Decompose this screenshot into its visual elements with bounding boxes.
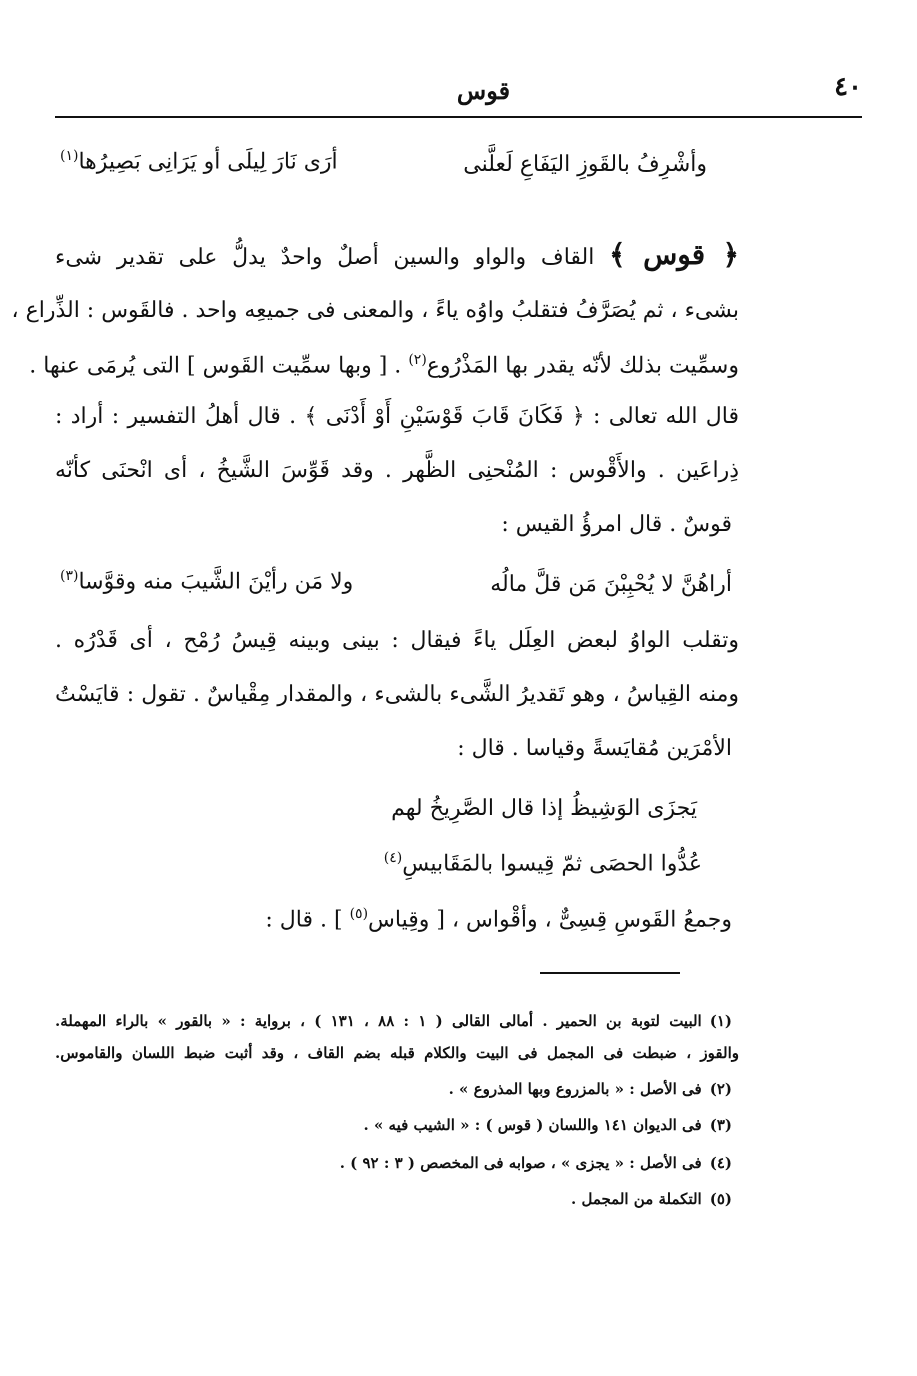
running-title: قوس <box>456 76 511 105</box>
entry-line-3: وسمِّيت بذلك لأنّه يقدر بها المَذْرُوع$^{(٢)}$ . [ وبها سمِّيت القَوس ] التى يُرمَى عنها . <box>29 352 739 379</box>
para3-line: وجمعُ القَوسِ قِسِىٌّ ، وأقْواس ، [ وقِياس$^{(٥)}$ ] . قال : <box>265 906 732 933</box>
entry-line-2: بشىء ، ثم يُصَرَّفُ فتقلبُ واوُه ياءً ، والمعنى فى جميعِه واحد . فالقَوس : الذِّراع ، <box>11 298 739 323</box>
entry-line-5: ذِراعَين . والأَقْوس : المُنْحنِى الظَّهر . وقد قَوِّسَ الشَّيخُ ، أى انْحنَى كأنّه <box>55 458 739 483</box>
footnote-ref-4: (٤) <box>383 850 403 866</box>
footnote-3: (٣)فى الديوان ١٤١ واللسان ( قوس ) : « الشيب فيه » . <box>363 1116 732 1134</box>
verse2-right-hemistich: أراهُنَّ لا يُحْبِبْنَ مَن قلَّ مالُه <box>490 572 732 597</box>
entry-headword: ﴿ قوس ﴾ <box>609 238 740 271</box>
para2-line-2: ومنه القِياسُ ، وهو تَقديرُ الشَّىء بالشىء ، والمقدار مِقْياسٌ . تقول : قايَسْتُ <box>55 682 739 707</box>
verse3-line-2: عُدُّوا الحصَى ثمّ قِيسوا بالمَقَابيسِ$^{(٤)}$ <box>383 850 702 877</box>
para2-line-3: الأمْرَين مُقايَسةً وقياسا . قال : <box>457 736 732 761</box>
page-header <box>55 72 862 112</box>
header-divider <box>55 116 862 118</box>
verse1-right-hemistich: وأشْرِفُ بالقَوزِ اليَفَاعِ لَعلَّنى <box>463 152 707 177</box>
entry-line-6: قوسٌ . قال امرؤُ القيس : <box>501 512 732 537</box>
footnote-ref-3: (٣) <box>60 568 79 584</box>
footnote-1: (١)البيت لتوبة بن الحمير . أمالى القالى ( ١ : ٨٨ ، ١٣١ ) ، برواية : « بالقور » بالراء المهملة. <box>55 1012 732 1030</box>
footnote-ref-1: (١) <box>60 148 79 164</box>
footnote-1-continued: والقوز ، ضبطت فى المجمل فى البيت والكلام قبله بضم القاف ، وقد أثبت ضبط اللسان والقاموس. <box>55 1044 739 1062</box>
verse1-left-hemistich: أرَى نَارَ لِيلَى أو يَرَانِى بَصِيرُها$^{(١)}$ <box>60 148 338 175</box>
page-number: ٤٠ <box>834 72 862 102</box>
entry-line-4: قال الله تعالى : ﴿ فَكَانَ قَابَ قَوْسَيْنِ أَوْ أَدْنَى ﴾ . قال أهلُ التفسير : أراد : <box>55 404 739 429</box>
verse2-left-hemistich: ولا مَن رأيْنَ الشَّيبَ منه وقوَّسا$^{(٣)}$ <box>60 568 354 595</box>
entry-line-1: ﴿ قوس ﴾ القاف والواو والسين أصلٌ واحدٌ يدلُّ على تقدير شىء <box>55 238 740 271</box>
verse3-line-1: يَجزَى الوَشِيظُ إذا قال الصَّرِيخُ لهم <box>391 796 697 821</box>
footnote-divider <box>540 972 680 974</box>
footnote-ref-2: (٢) <box>408 352 427 368</box>
footnote-ref-5: (٥) <box>349 906 369 922</box>
footnote-2: (٢)فى الأصل : « بالمزروع وبها المذروع » . <box>448 1080 732 1098</box>
footnote-4: (٤)فى الأصل : « يجزى » ، صوابه فى المخصص ( ٣ : ٩٢ ) . <box>339 1154 732 1172</box>
footnote-5: (٥)التكملة من المجمل . <box>571 1190 732 1208</box>
para2-line-1: وتقلب الواوُ لبعض العِلَل ياءً فيقال : بينى وبينه قِيسُ رُمْح ، أى قَدْرُه . <box>55 628 739 653</box>
